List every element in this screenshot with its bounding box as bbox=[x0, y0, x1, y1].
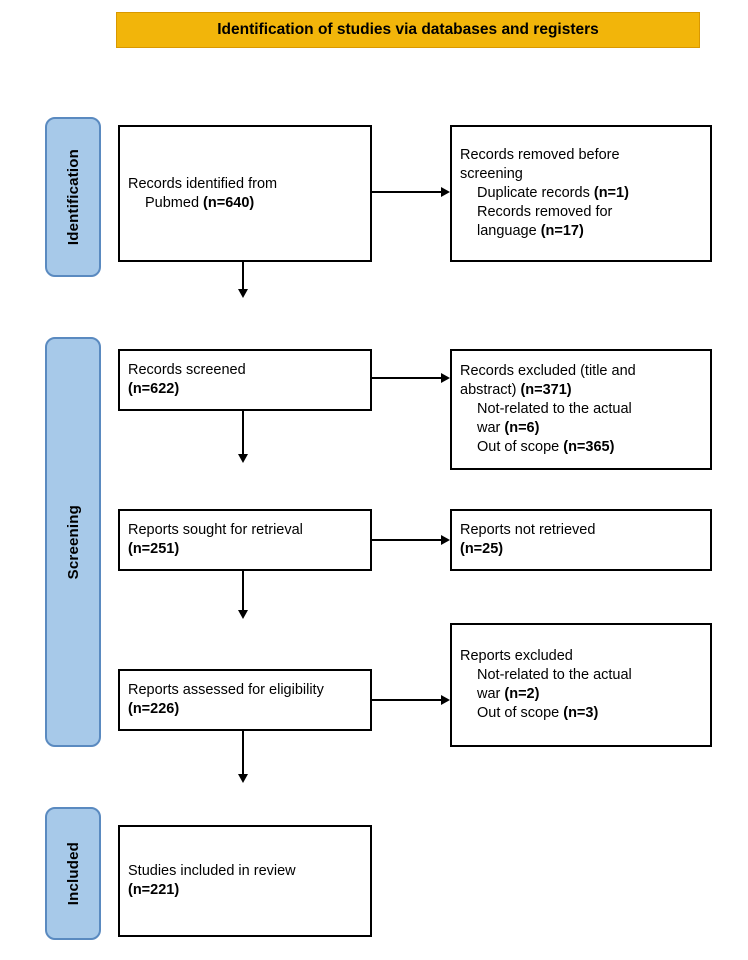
text-segment: Studies included in review bbox=[128, 863, 296, 879]
count-value: (n=17) bbox=[540, 223, 584, 239]
arrowhead-icon bbox=[441, 187, 450, 197]
arrow-identified-to-screened bbox=[238, 262, 248, 298]
text-line bbox=[128, 540, 362, 559]
box-studies-included-in-review bbox=[118, 825, 372, 937]
text-line bbox=[128, 175, 362, 194]
arrow-screened-to-excluded bbox=[372, 373, 450, 383]
text-segment: Records screened bbox=[128, 362, 246, 378]
text-segment: screening bbox=[460, 166, 523, 182]
text-line bbox=[460, 146, 702, 165]
count-value: (n=6) bbox=[504, 420, 540, 436]
stage-included-label: Included bbox=[64, 841, 82, 906]
text-line bbox=[128, 194, 362, 213]
arrow-shaft bbox=[372, 377, 441, 379]
text-line bbox=[460, 704, 702, 723]
header-banner bbox=[116, 12, 700, 48]
text-line bbox=[128, 361, 362, 380]
text-line bbox=[460, 381, 702, 400]
box-records-excluded bbox=[450, 349, 712, 470]
text-line bbox=[460, 222, 702, 241]
count-value: (n=226) bbox=[128, 701, 180, 717]
text-segment: Records identified from bbox=[128, 175, 278, 192]
box-reports-excluded bbox=[450, 623, 712, 747]
text-line bbox=[128, 862, 362, 881]
stage-screening bbox=[45, 337, 101, 747]
arrowhead-icon bbox=[441, 695, 450, 705]
stage-screening-label: Screening bbox=[64, 504, 82, 580]
text-segment: abstract) bbox=[460, 382, 521, 398]
arrow-screened-to-sought bbox=[238, 411, 248, 463]
box-records-removed-before-screening bbox=[450, 125, 712, 262]
arrowhead-icon bbox=[238, 774, 248, 783]
text-line bbox=[128, 380, 362, 399]
text-segment: Not-related to the actual bbox=[477, 667, 632, 683]
text-segment: Records excluded (title and bbox=[460, 363, 636, 379]
text-segment: Reports assessed for eligibility bbox=[128, 682, 324, 698]
text-segment: war bbox=[477, 420, 505, 436]
text-line bbox=[128, 700, 362, 719]
stage-identification-label: Identification bbox=[64, 148, 82, 246]
text-line bbox=[128, 521, 362, 540]
arrow-shaft bbox=[242, 571, 244, 610]
arrow-shaft bbox=[372, 699, 441, 701]
arrowhead-icon bbox=[238, 289, 248, 298]
text-segment: Pubmed bbox=[145, 194, 204, 211]
text-segment: Out of scope bbox=[477, 439, 564, 455]
arrow-sought-to-not-retrieved bbox=[372, 535, 450, 545]
box-reports-sought-for-retrieval bbox=[118, 509, 372, 571]
text-segment: war bbox=[477, 686, 505, 702]
arrow-assessed-to-excluded bbox=[372, 695, 450, 705]
arrow-shaft bbox=[372, 191, 441, 193]
text-line bbox=[460, 438, 702, 457]
text-line bbox=[460, 666, 702, 685]
text-line bbox=[460, 400, 702, 419]
text-line bbox=[460, 184, 702, 203]
stage-identification bbox=[45, 117, 101, 277]
arrow-shaft bbox=[242, 411, 244, 454]
text-line bbox=[460, 362, 702, 381]
text-segment: Reports sought for retrieval bbox=[128, 522, 303, 538]
arrow-identified-to-removed bbox=[372, 187, 450, 197]
text-segment: language bbox=[477, 223, 541, 239]
text-line bbox=[460, 419, 702, 438]
text-segment: Records removed for bbox=[477, 204, 613, 220]
text-segment: Reports not retrieved bbox=[460, 522, 596, 538]
count-value: (n=640) bbox=[203, 194, 255, 211]
count-value: (n=25) bbox=[460, 541, 504, 557]
box-reports-assessed-for-eligibility bbox=[118, 669, 372, 731]
text-line bbox=[128, 681, 362, 700]
text-line bbox=[460, 540, 702, 559]
stage-included bbox=[45, 807, 101, 940]
text-segment: Records removed before bbox=[460, 147, 620, 163]
box-records-screened bbox=[118, 349, 372, 411]
box-reports-not-retrieved bbox=[450, 509, 712, 571]
text-line bbox=[460, 685, 702, 704]
arrowhead-icon bbox=[441, 535, 450, 545]
text-line bbox=[460, 203, 702, 222]
count-value: (n=1) bbox=[593, 185, 629, 201]
text-segment: Reports excluded bbox=[460, 648, 573, 664]
text-segment: Out of scope bbox=[477, 705, 564, 721]
text-segment: Duplicate records bbox=[477, 185, 594, 201]
count-value: (n=3) bbox=[563, 705, 599, 721]
text-line bbox=[460, 165, 702, 184]
text-line bbox=[460, 647, 702, 666]
arrowhead-icon bbox=[238, 454, 248, 463]
count-value: (n=365) bbox=[563, 439, 615, 455]
arrow-sought-to-assessed bbox=[238, 571, 248, 619]
arrowhead-icon bbox=[238, 610, 248, 619]
arrow-shaft bbox=[242, 731, 244, 774]
count-value: (n=251) bbox=[128, 541, 180, 557]
text-line bbox=[460, 521, 702, 540]
text-segment: Not-related to the actual bbox=[477, 401, 632, 417]
count-value: (n=221) bbox=[128, 882, 180, 898]
count-value: (n=622) bbox=[128, 381, 180, 397]
arrow-shaft bbox=[242, 262, 244, 289]
header-title: Identification of studies via databases and registers bbox=[217, 21, 599, 38]
arrow-shaft bbox=[372, 539, 441, 541]
count-value: (n=371) bbox=[520, 382, 572, 398]
box-records-identified bbox=[118, 125, 372, 262]
count-value: (n=2) bbox=[504, 686, 540, 702]
text-line bbox=[128, 881, 362, 900]
arrowhead-icon bbox=[441, 373, 450, 383]
arrow-assessed-to-included bbox=[238, 731, 248, 783]
